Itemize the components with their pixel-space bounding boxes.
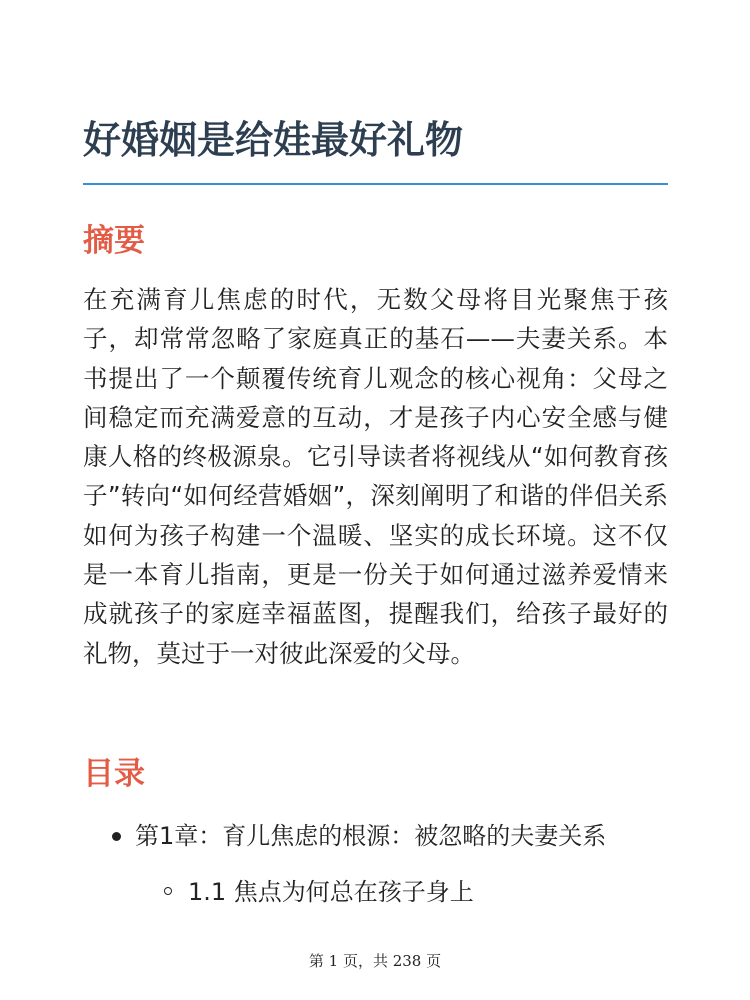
title-divider xyxy=(83,183,668,185)
toc-chapter-1[interactable]: 第1章：育儿焦虑的根源：被忽略的夫妻关系 xyxy=(135,822,607,850)
bullet-circle-icon xyxy=(164,887,172,895)
document-title: 好婚姻是给娃最好礼物 xyxy=(83,118,464,162)
abstract-heading: 摘要 xyxy=(83,223,145,259)
toc-section-1-1[interactable]: 1.1 焦点为何总在孩子身上 xyxy=(188,878,474,906)
abstract-paragraph: 在充满育儿焦虑的时代，无数父母将目光聚焦于孩子，却常常忽略了家庭真正的基石——夫妻关系。本书提出了一个颠覆传统育儿观念的核心视角：父母之间稳定而充满爱意的互动，才是孩子内心安全感与健康人格的终极源泉。它引导读者将视线从“如何教育孩子”转向“如何经营婚姻”，深刻阐明了和谐的伴侣关系如何为孩子构建一个温暖、坚实的成长环境。这不仅是一本育儿指南，更是一份关于如何通过滋养爱情来成就孩子的家庭幸福蓝图，提醒我们，给孩子最好的礼物，莫过于一对彼此深爱的父母。 xyxy=(83,285,668,668)
bullet-disc-icon xyxy=(112,832,121,841)
toc-heading: 目录 xyxy=(83,756,145,792)
page-number: 第 1 页，共 238 页 xyxy=(308,952,442,970)
